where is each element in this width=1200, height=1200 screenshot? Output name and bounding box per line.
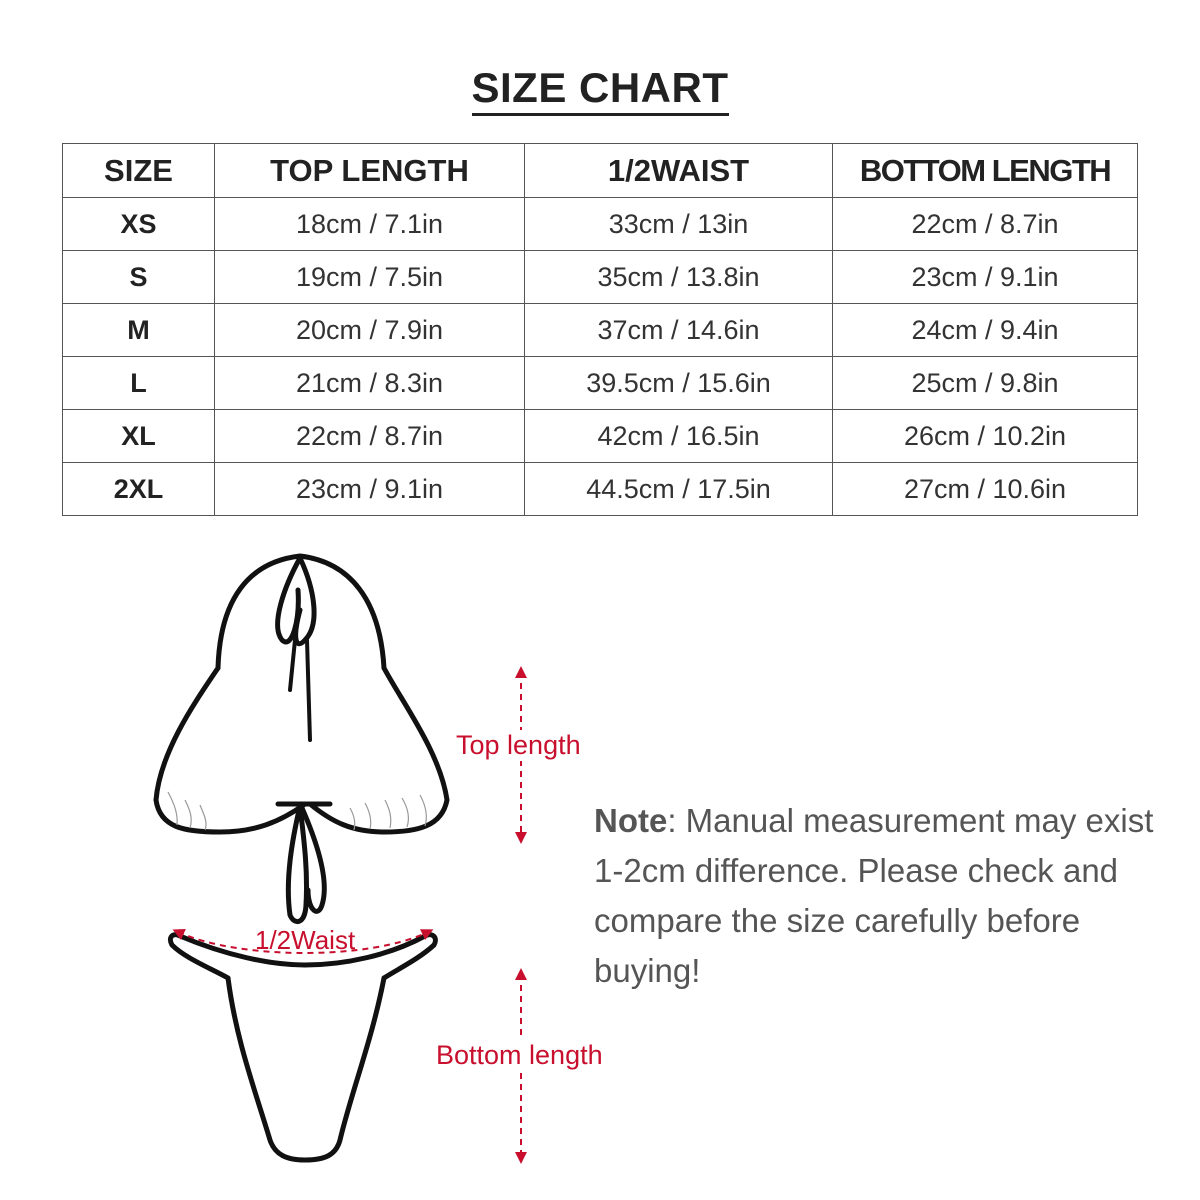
cell-bottom-length: 23cm / 9.1in bbox=[833, 251, 1138, 304]
cell-top-length: 21cm / 8.3in bbox=[215, 357, 525, 410]
cell-size: XL bbox=[63, 410, 215, 463]
header-half-waist: 1/2WAIST bbox=[525, 144, 833, 198]
cell-half-waist: 44.5cm / 17.5in bbox=[525, 463, 833, 516]
cell-size: 2XL bbox=[63, 463, 215, 516]
cell-bottom-length: 26cm / 10.2in bbox=[833, 410, 1138, 463]
note-text: : Manual measurement may exist 1-2cm difference. Please check and compare the size carefully before buying! bbox=[594, 802, 1154, 989]
header-bottom-length: BOTTOM LENGTH bbox=[833, 144, 1138, 198]
cell-top-length: 20cm / 7.9in bbox=[215, 304, 525, 357]
note-label: Note bbox=[594, 802, 668, 839]
cell-size: M bbox=[63, 304, 215, 357]
waist-label: 1/2Waist bbox=[255, 925, 356, 955]
cell-size: S bbox=[63, 251, 215, 304]
bikini-bottom-illustration bbox=[170, 935, 435, 1160]
cell-size: L bbox=[63, 357, 215, 410]
cell-half-waist: 42cm / 16.5in bbox=[525, 410, 833, 463]
cell-top-length: 23cm / 9.1in bbox=[215, 463, 525, 516]
cell-top-length: 22cm / 8.7in bbox=[215, 410, 525, 463]
cell-bottom-length: 22cm / 8.7in bbox=[833, 198, 1138, 251]
cell-bottom-length: 25cm / 9.8in bbox=[833, 357, 1138, 410]
header-size: SIZE bbox=[63, 144, 215, 198]
cell-half-waist: 35cm / 13.8in bbox=[525, 251, 833, 304]
title-text: SIZE CHART bbox=[472, 64, 729, 116]
cell-top-length: 19cm / 7.5in bbox=[215, 251, 525, 304]
cell-half-waist: 33cm / 13in bbox=[525, 198, 833, 251]
bikini-top-illustration bbox=[156, 556, 447, 922]
cell-half-waist: 39.5cm / 15.6in bbox=[525, 357, 833, 410]
bottom-length-label: Bottom length bbox=[436, 1040, 603, 1070]
header-top-length: TOP LENGTH bbox=[215, 144, 525, 198]
cell-bottom-length: 24cm / 9.4in bbox=[833, 304, 1138, 357]
cell-top-length: 18cm / 7.1in bbox=[215, 198, 525, 251]
cell-bottom-length: 27cm / 10.6in bbox=[833, 463, 1138, 516]
cell-half-waist: 37cm / 14.6in bbox=[525, 304, 833, 357]
cell-size: XS bbox=[63, 198, 215, 251]
measurement-note bbox=[594, 796, 1154, 996]
top-length-label: Top length bbox=[456, 730, 581, 760]
